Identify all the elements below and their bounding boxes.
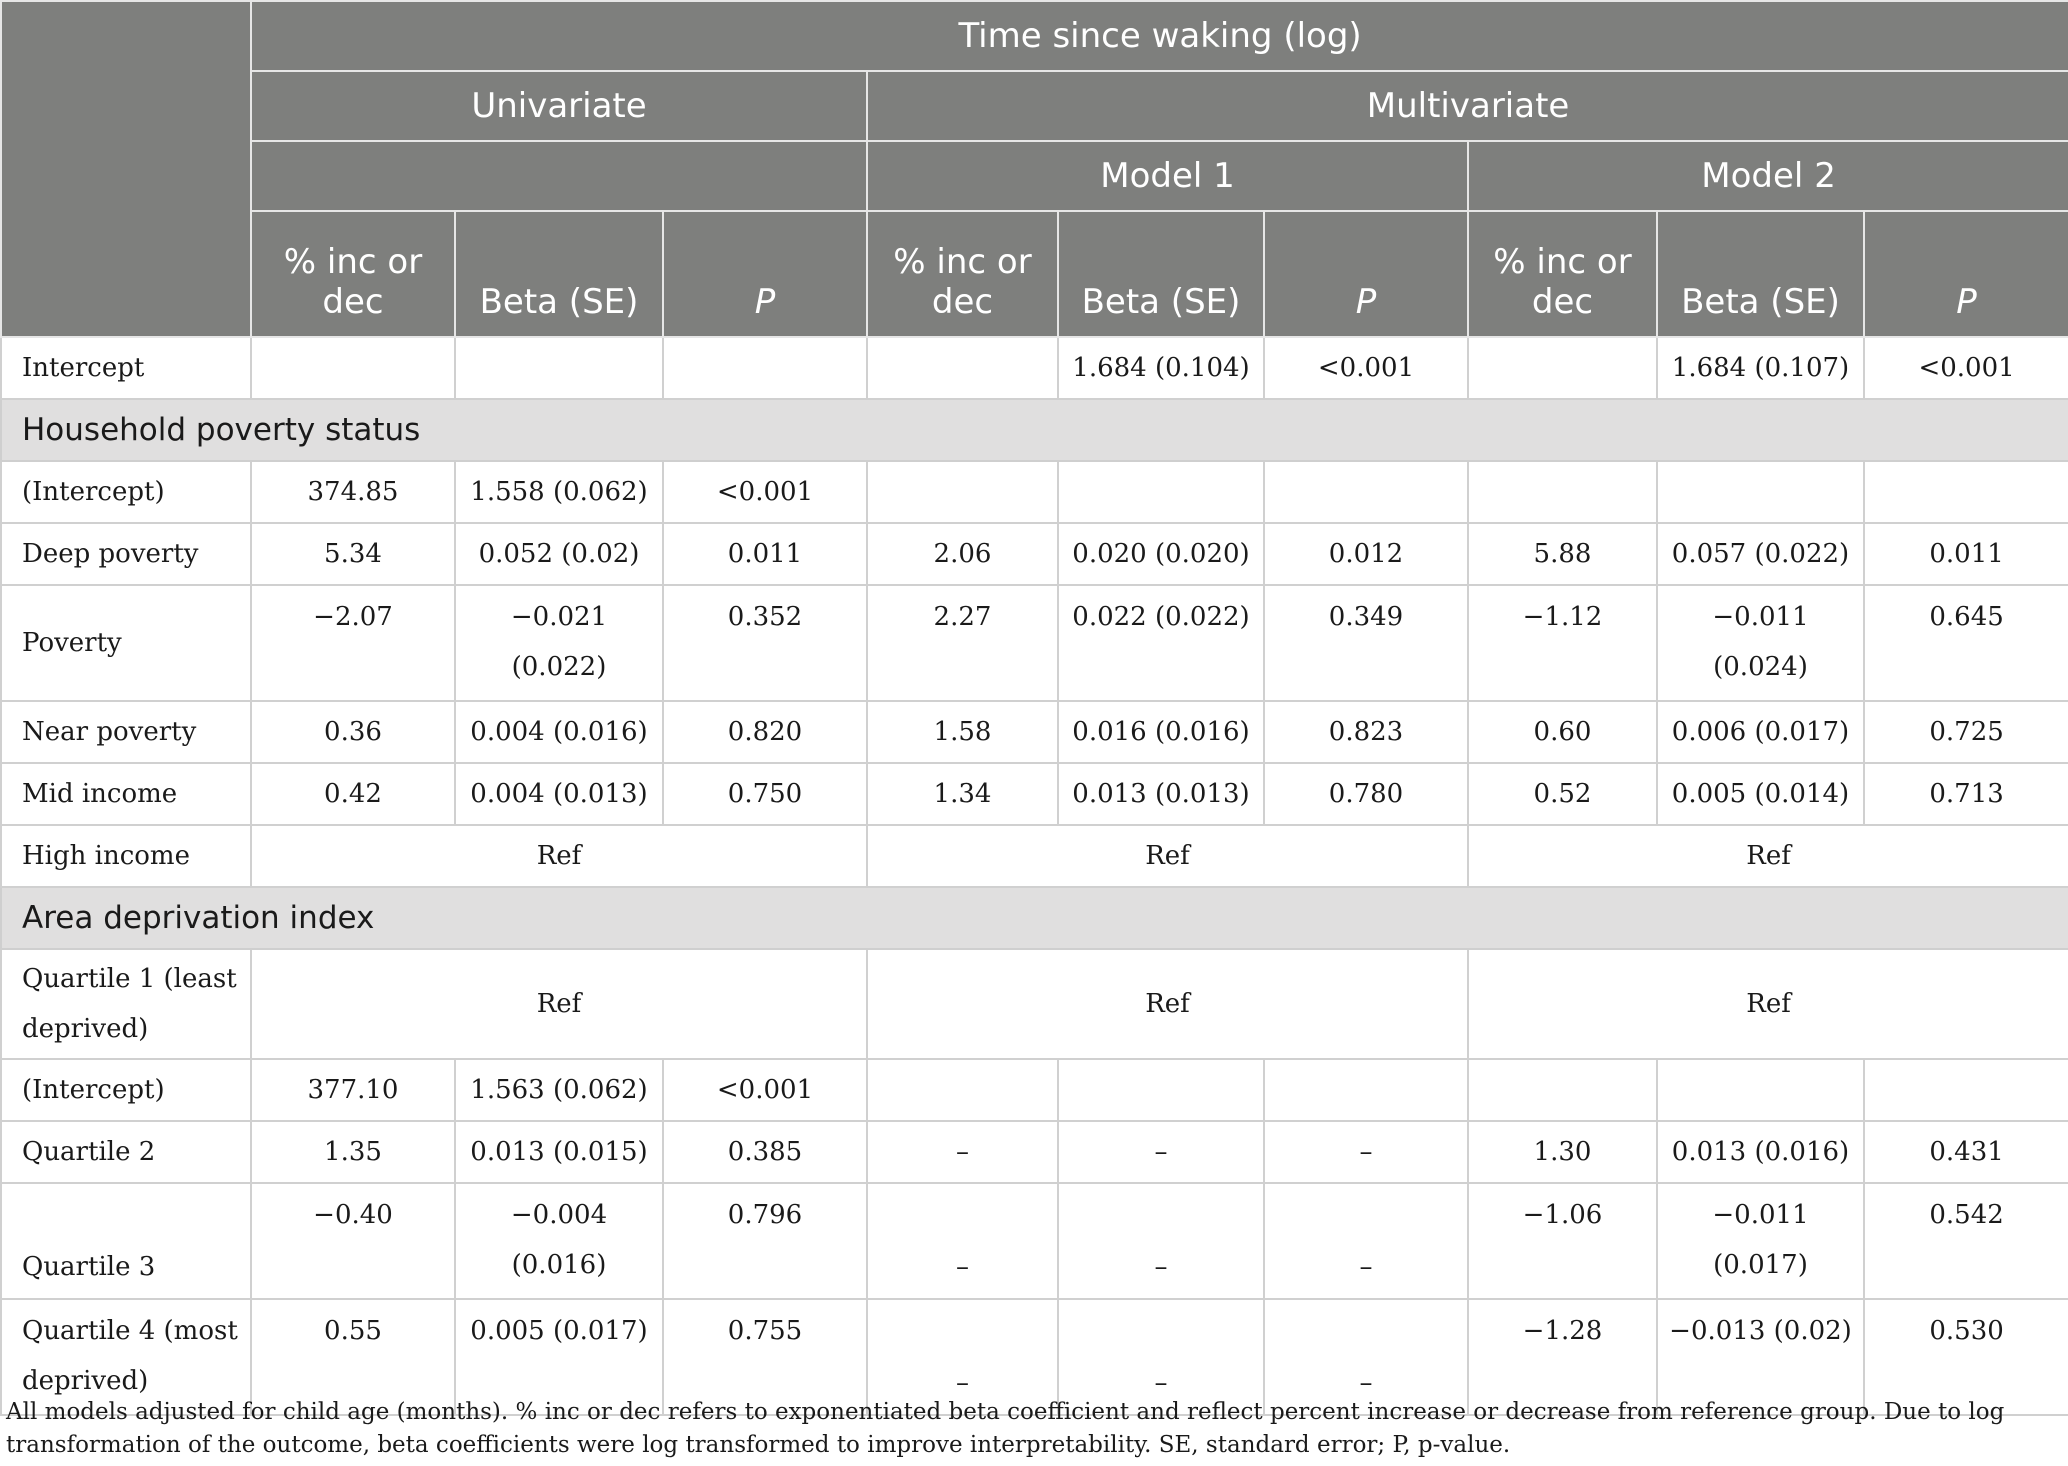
table-body (1, 337, 2068, 1415)
cell-value: 0.725 (1864, 701, 2068, 763)
cell-value: 0.011 (663, 523, 867, 585)
cell-value (1468, 337, 1657, 399)
col-beta-header: Beta (SE) (455, 211, 663, 337)
cell-value: 5.88 (1468, 523, 1657, 585)
cell-value: – (867, 1121, 1058, 1183)
table-row (1, 1121, 2068, 1183)
cell-value: 1.58 (867, 701, 1058, 763)
cell-value: 1.30 (1468, 1121, 1657, 1183)
cell-value: 0.013 (0.013) (1058, 763, 1264, 825)
multivariate-header: Multivariate (867, 71, 2068, 141)
row-label: Quartile 2 (1, 1121, 251, 1183)
cell-value: 0.057 (0.022) (1657, 523, 1864, 585)
cell-value: 0.005 (0.017) (455, 1299, 663, 1415)
cell-value: 374.85 (251, 461, 455, 523)
cell-value: – (1058, 1121, 1264, 1183)
section-title: Household poverty status (1, 399, 2068, 461)
row-label: Mid income (1, 763, 251, 825)
cell-value (1657, 461, 1864, 523)
univariate-header: Univariate (251, 71, 867, 141)
cell-value: 0.55 (251, 1299, 455, 1415)
section-row (1, 887, 2068, 949)
col-p-header: P (1864, 211, 2068, 337)
cell-value: 0.750 (663, 763, 867, 825)
table-row (1, 1183, 2068, 1299)
cell-value: 5.34 (251, 523, 455, 585)
row-label: Near poverty (1, 701, 251, 763)
ref-cell: Ref (867, 825, 1468, 887)
table-row (1, 585, 2068, 701)
cell-value: 0.823 (1264, 701, 1468, 763)
cell-value (1864, 1059, 2068, 1121)
cell-value (1058, 1059, 1264, 1121)
cell-value: 0.013 (0.015) (455, 1121, 663, 1183)
corner-cell (1, 1, 251, 337)
row-label: (Intercept) (1, 1059, 251, 1121)
cell-value: – (867, 1299, 1058, 1415)
section-row (1, 399, 2068, 461)
col-beta-header: Beta (SE) (1058, 211, 1264, 337)
cell-value: 0.755 (663, 1299, 867, 1415)
col-p-header: P (663, 211, 867, 337)
cell-value: 1.34 (867, 763, 1058, 825)
cell-value: 0.42 (251, 763, 455, 825)
row-label: Quartile 4 (most deprived) (1, 1299, 251, 1415)
cell-value: 0.020 (0.020) (1058, 523, 1264, 585)
cell-value: 0.006 (0.017) (1657, 701, 1864, 763)
table-row (1, 337, 2068, 399)
row-label: Quartile 3 (1, 1183, 251, 1299)
cell-value: 0.005 (0.014) (1657, 763, 1864, 825)
cell-value: 1.684 (0.104) (1058, 337, 1264, 399)
cell-value (1864, 461, 2068, 523)
cell-value (1657, 1059, 1864, 1121)
cell-value: <0.001 (663, 461, 867, 523)
col-pct-header: % inc or dec (1468, 211, 1657, 337)
cell-value: −1.12 (1468, 585, 1657, 701)
ref-cell: Ref (251, 825, 867, 887)
cell-value (867, 337, 1058, 399)
cell-value: −0.011 (0.017) (1657, 1183, 1864, 1299)
cell-value: −0.013 (0.02) (1657, 1299, 1864, 1415)
cell-value: −1.28 (1468, 1299, 1657, 1415)
table-row (1, 701, 2068, 763)
cell-value: 0.820 (663, 701, 867, 763)
table-row (1, 523, 2068, 585)
cell-value: 0.542 (1864, 1183, 2068, 1299)
cell-value: 1.35 (251, 1121, 455, 1183)
table-row (1, 1059, 2068, 1121)
cell-value: −2.07 (251, 585, 455, 701)
cell-value: 0.60 (1468, 701, 1657, 763)
table-row (1, 825, 2068, 887)
cell-value (1264, 1059, 1468, 1121)
col-pct-header: % inc or dec (867, 211, 1058, 337)
cell-value (867, 1059, 1058, 1121)
cell-value: 0.011 (1864, 523, 2068, 585)
univariate-blank-header (251, 141, 867, 211)
section-title: Area deprivation index (1, 887, 2068, 949)
col-p-header: P (1264, 211, 1468, 337)
cell-value: 0.013 (0.016) (1657, 1121, 1864, 1183)
cell-value: −1.06 (1468, 1183, 1657, 1299)
table-footnote: All models adjusted for child age (months). % inc or dec refers to exponentiated beta coefficient and reflect percent increase or decrease from reference group. Due to log transformation of the outcome, beta coefficients were log transformed to improve interpretability. SE, standard error; P, p-value. (6, 1399, 2005, 1458)
cell-value: 0.016 (0.016) (1058, 701, 1264, 763)
cell-value: 1.558 (0.062) (455, 461, 663, 523)
cell-value (1468, 1059, 1657, 1121)
cell-value: 0.349 (1264, 585, 1468, 701)
ref-cell: Ref (1468, 949, 2068, 1059)
cell-value: 0.36 (251, 701, 455, 763)
ref-cell: Ref (867, 949, 1468, 1059)
cell-value: −0.004 (0.016) (455, 1183, 663, 1299)
cell-value: 0.052 (0.02) (455, 523, 663, 585)
cell-value: 0.012 (1264, 523, 1468, 585)
row-label: Intercept (1, 337, 251, 399)
table-row (1, 949, 2068, 1059)
table-row (1, 461, 2068, 523)
model2-header: Model 2 (1468, 141, 2068, 211)
cell-value: 0.431 (1864, 1121, 2068, 1183)
cell-value: 0.004 (0.013) (455, 763, 663, 825)
row-label: Quartile 1 (least deprived) (1, 949, 251, 1059)
cell-value: 0.385 (663, 1121, 867, 1183)
cell-value: 0.530 (1864, 1299, 2068, 1415)
cell-value: 0.352 (663, 585, 867, 701)
row-label: Poverty (1, 585, 251, 701)
cell-value: 377.10 (251, 1059, 455, 1121)
cell-value (251, 337, 455, 399)
cell-value: – (1264, 1121, 1468, 1183)
cell-value: 1.563 (0.062) (455, 1059, 663, 1121)
table-header (1, 1, 2068, 337)
col-pct-header: % inc or dec (251, 211, 455, 337)
ref-cell: Ref (1468, 825, 2068, 887)
cell-value: – (1058, 1183, 1264, 1299)
cell-value: 0.004 (0.016) (455, 701, 663, 763)
cell-value (1058, 461, 1264, 523)
cell-value (1468, 461, 1657, 523)
cell-value: <0.001 (663, 1059, 867, 1121)
cell-value (1264, 461, 1468, 523)
cell-value: 0.645 (1864, 585, 2068, 701)
cell-value: – (1058, 1299, 1264, 1415)
cell-value (867, 461, 1058, 523)
row-label: (Intercept) (1, 461, 251, 523)
cell-value: 2.06 (867, 523, 1058, 585)
row-label: High income (1, 825, 251, 887)
table-row (1, 763, 2068, 825)
outcome-header: Time since waking (log) (251, 1, 2068, 71)
cell-value: – (1264, 1299, 1468, 1415)
cell-value: 0.780 (1264, 763, 1468, 825)
cell-value: 0.796 (663, 1183, 867, 1299)
cell-value: −0.40 (251, 1183, 455, 1299)
cell-value: 2.27 (867, 585, 1058, 701)
row-label: Deep poverty (1, 523, 251, 585)
cell-value: <0.001 (1264, 337, 1468, 399)
cell-value: – (1264, 1183, 1468, 1299)
col-beta-header: Beta (SE) (1657, 211, 1864, 337)
cell-value: – (867, 1183, 1058, 1299)
cell-value: <0.001 (1864, 337, 2068, 399)
cell-value: −0.011 (0.024) (1657, 585, 1864, 701)
ref-cell: Ref (251, 949, 867, 1059)
cell-value: 0.022 (0.022) (1058, 585, 1264, 701)
cell-value: 0.713 (1864, 763, 2068, 825)
cell-value: 0.52 (1468, 763, 1657, 825)
cell-value (455, 337, 663, 399)
cell-value: 1.684 (0.107) (1657, 337, 1864, 399)
cell-value (663, 337, 867, 399)
cell-value: −0.021 (0.022) (455, 585, 663, 701)
model1-header: Model 1 (867, 141, 1468, 211)
